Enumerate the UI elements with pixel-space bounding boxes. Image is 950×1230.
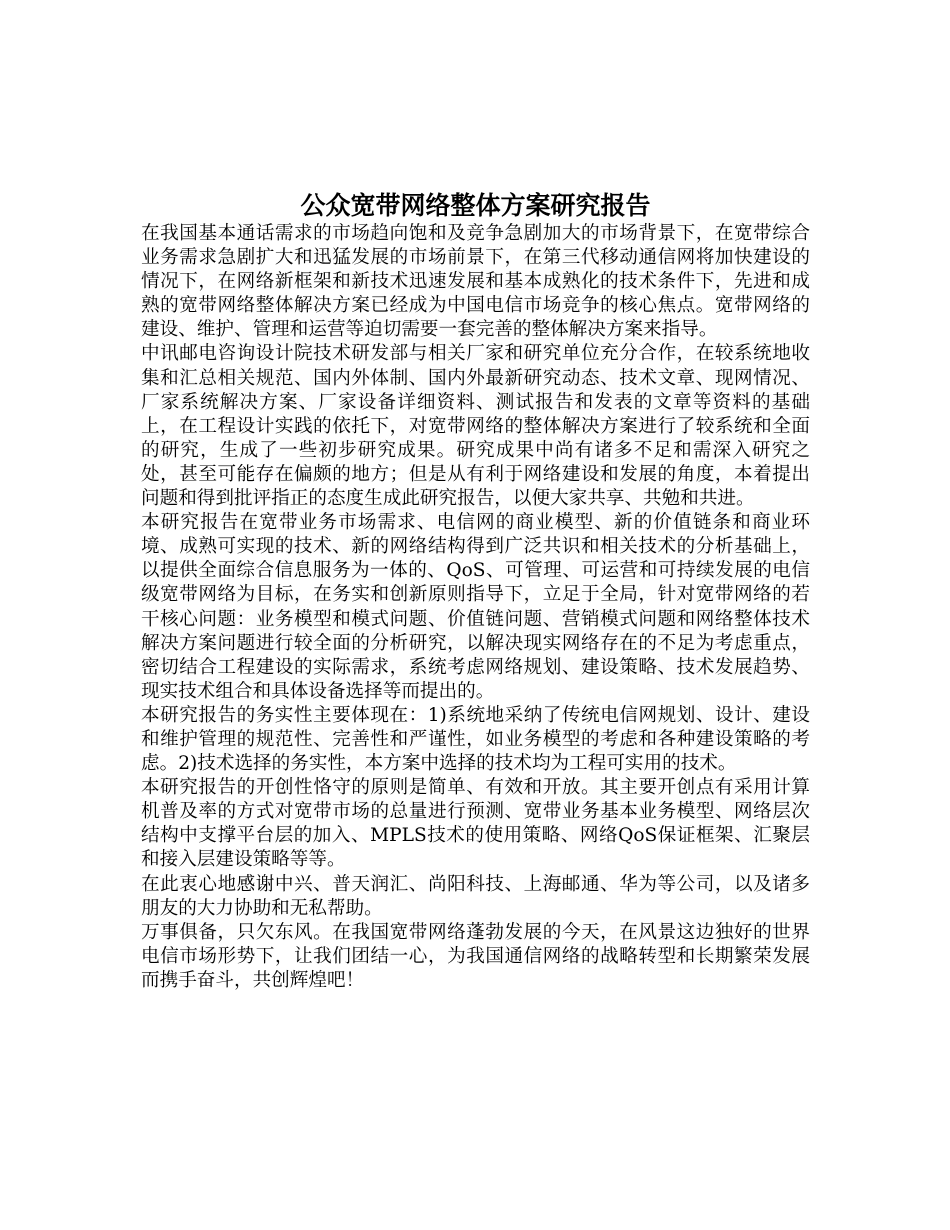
paragraph-practicality: 本研究报告的务实性主要体现在：1)系统地采纳了传统电信网规划、设计、建设和维护管理的规范性、完善性和严谨性，如业务模型的考虑和各种建设策略的考虑。2)技术选择的务实性，本方案中选择的技术均为工程可实用的技术。 [141, 704, 810, 775]
document-title: 公众宽带网络整体方案研究报告 [300, 191, 651, 220]
paragraph-acknowledgements: 在此衷心地感谢中兴、普天润汇、尚阳科技、上海邮通、华为等公司，以及诸多朋友的大力协助和无私帮助。 [141, 873, 810, 919]
paragraph-innovation: 本研究报告的开创性恪守的原则是简单、有效和开放。其主要开创点有采用计算机普及率的方式对宽带市场的总量进行预测、宽带业务基本业务模型、网络层次结构中支撑平台层的加入、MPLS技术的使用策略、网络QoS保证框架、汇聚层和接入层建设策略等等。 [141, 777, 810, 871]
paragraph-research-cooperation: 中讯邮电咨询设计院技术研发部与相关厂家和研究单位充分合作，在较系统地收集和汇总相关规范、国内外体制、国内外最新研究动态、技术文章、现网情况、厂家系统解决方案、厂家设备详细资料、测试报告和发表的文章等资料的基础上，在工程设计实践的依托下，对宽带网络的整体解决方案进行了较系统和全面的研究，生成了一些初步研究成果。研究成果中尚有诸多不足和需深入研究之处，甚至可能存在偏颇的地方；但是从有利于网络建设和发展的角度，本着提出问题和得到批评指正的态度生成此研究报告，以便大家共享、共勉和共进。 [141, 343, 810, 510]
paragraph-intro: 在我国基本通话需求的市场趋向饱和及竞争急剧加大的市场背景下，在宽带综合业务需求急剧扩大和迅猛发展的市场前景下，在第三代移动通信网将加快建设的情况下，在网络新框架和新技术迅速发展和基本成熟化的技术条件下，先进和成熟的宽带网络整体解决方案已经成为中国电信市场竞争的核心焦点。宽带网络的建设、维护、管理和运营等迫切需要一套完善的整体解决方案来指导。 [141, 223, 810, 341]
document-body [141, 190, 810, 993]
paragraph-closing: 万事俱备，只欠东风。在我国宽带网络蓬勃发展的今天，在风景这边独好的世界电信市场形势下，让我们团结一心，为我国通信网络的战略转型和长期繁荣发展而携手奋斗，共创辉煌吧！ [141, 921, 810, 991]
paragraph-report-basis: 本研究报告在宽带业务市场需求、电信网的商业模型、新的价值链条和商业环境、成熟可实现的技术、新的网络结构得到广泛共识和相关技术的分析基础上，以提供全面综合信息服务为一体的、QoS、可管理、可运营和可持续发展的电信级宽带网络为目标，在务实和创新原则指导下，立足于全局，针对宽带网络的若干核心问题：业务模型和模式问题、价值链问题、营销模式问题和网络整体技术解决方案问题进行较全面的分析研究，以解决现实网络存在的不足为考虑重点，密切结合工程建设的实际需求，系统考虑网络规划、建设策略、技术发展趋势、现实技术组合和具体设备选择等而提出的。 [141, 512, 810, 702]
